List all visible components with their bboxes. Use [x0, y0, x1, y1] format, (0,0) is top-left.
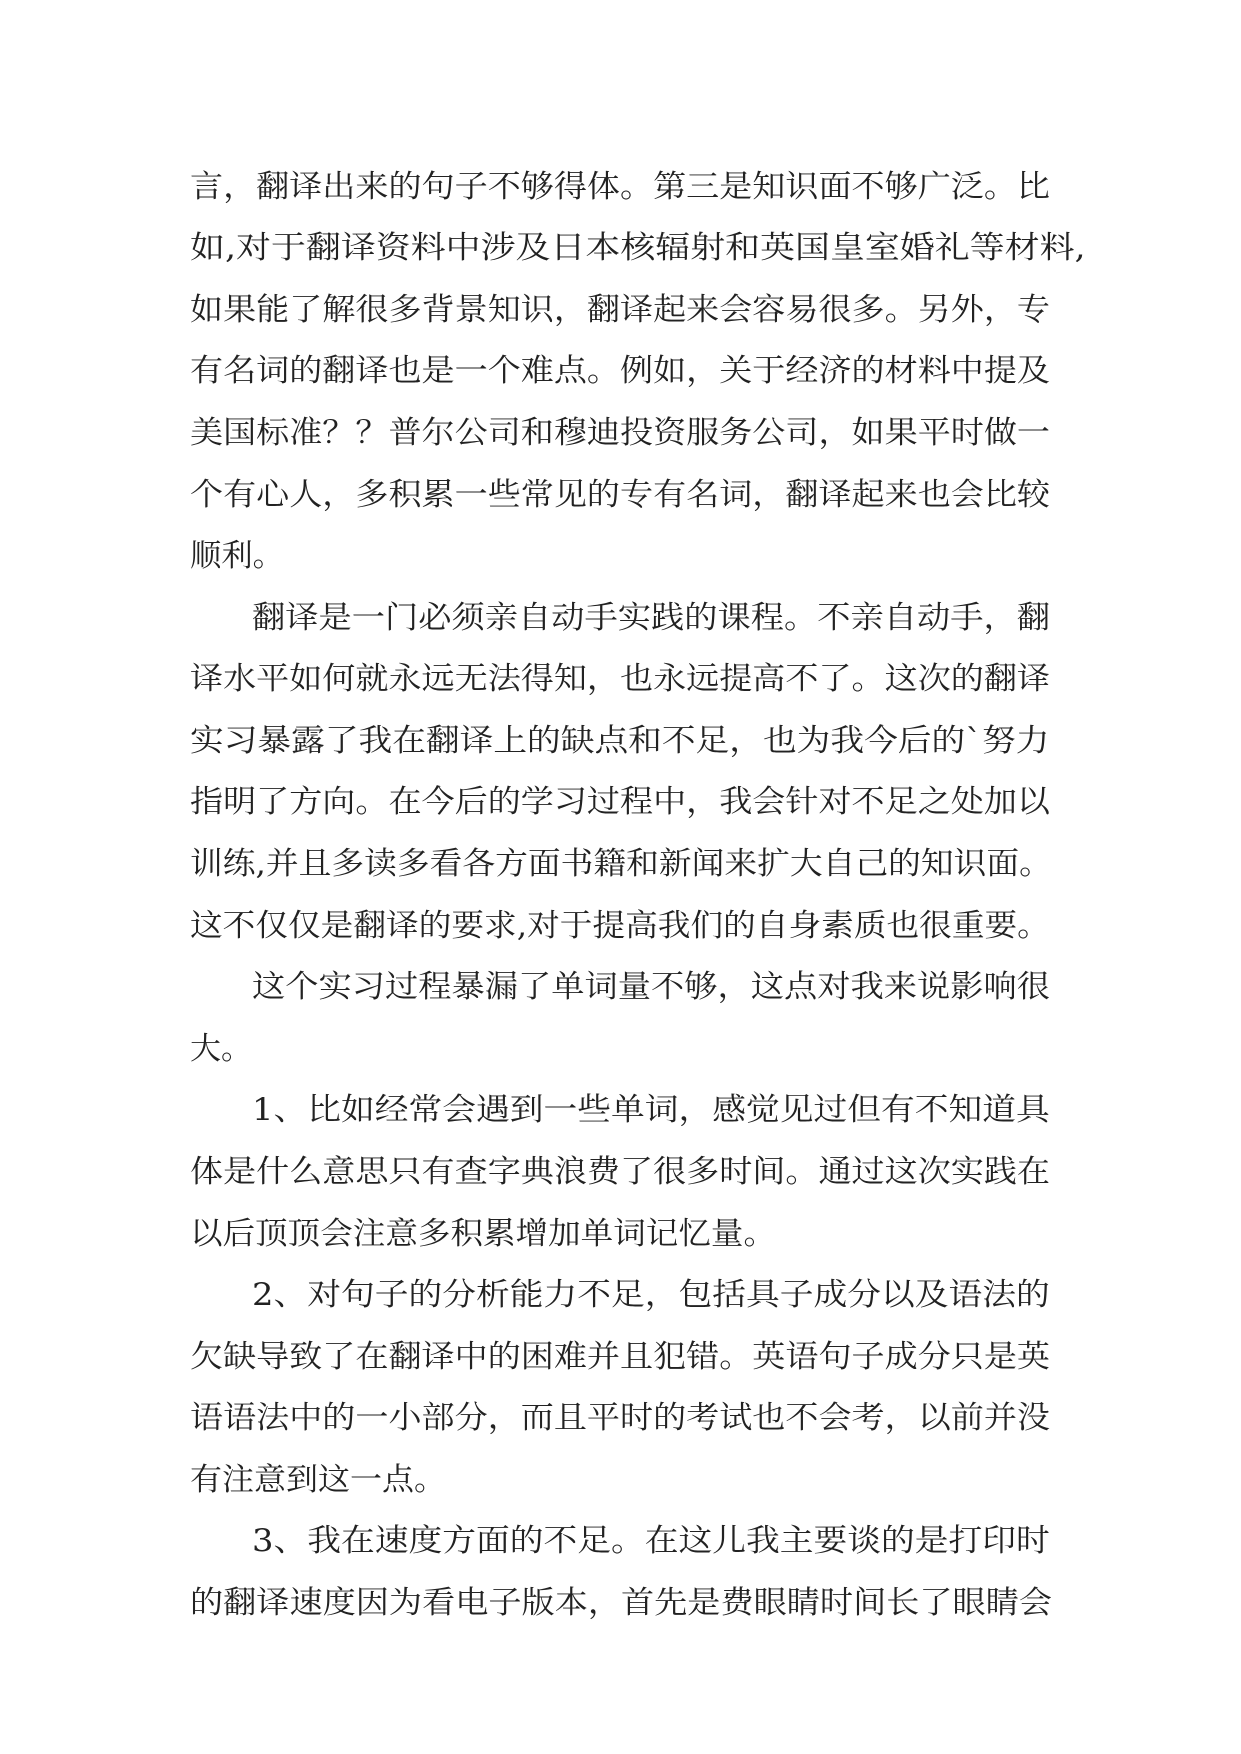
text-line: 的翻译速度因为看电子版本，首先是费眼睛时间长了眼睛会	[190, 1585, 1052, 1621]
text-line: 3、我在速度方面的不足。在这儿我主要谈的是打印时	[252, 1523, 1050, 1559]
text-line: 以后顶顶会注意多积累增加单词记忆量。	[190, 1216, 776, 1252]
text-line: 大。	[190, 1031, 252, 1067]
text-line: 译水平如何就永远无法得知，也永远提高不了。这次的翻译	[190, 661, 1050, 697]
text-line: 实习暴露了我在翻译上的缺点和不足，也为我今后的`努力	[190, 723, 1050, 759]
text-line: 2、对句子的分析能力不足，包括具子成分以及语法的	[252, 1277, 1050, 1313]
text-line: 有名词的翻译也是一个难点。例如，关于经济的材料中提及	[190, 353, 1050, 389]
text-line: 1、比如经常会遇到一些单词，感觉见过但有不知道具	[252, 1092, 1050, 1128]
text-line: 训练,并且多读多看各方面书籍和新闻来扩大自己的知识面。	[190, 846, 1052, 882]
text-line: 欠缺导致了在翻译中的困难并且犯错。英语句子成分只是英	[190, 1339, 1050, 1375]
text-line: 有注意到这一点。	[190, 1462, 446, 1498]
text-line: 翻译是一门必须亲自动手实践的课程。不亲自动手，翻	[252, 600, 1050, 636]
text-line: 如,对于翻译资料中涉及日本核辐射和英国皇室婚礼等材料,	[190, 230, 1086, 266]
text-line: 如果能了解很多背景知识，翻译起来会容易很多。另外，专	[190, 292, 1050, 328]
text-line: 顺利。	[190, 538, 284, 574]
text-line: 语语法中的一小部分，而且平时的考试也不会考，以前并没	[190, 1400, 1050, 1436]
text-line: 这个实习过程暴漏了单词量不够，这点对我来说影响很	[252, 969, 1050, 1005]
text-line: 言，翻译出来的句子不够得体。第三是知识面不够广泛。比	[190, 169, 1050, 205]
text-line: 个有心人，多积累一些常见的专有名词，翻译起来也会比较	[190, 477, 1050, 513]
text-line: 指明了方向。在今后的学习过程中，我会针对不足之处加以	[190, 784, 1050, 820]
text-line: 这不仅仅是翻译的要求,对于提高我们的自身素质也很重要。	[190, 908, 1050, 944]
text-line: 美国标准？？普尔公司和穆迪投资服务公司，如果平时做一	[190, 415, 1050, 451]
text-line: 体是什么意思只有查字典浪费了很多时间。通过这次实践在	[190, 1154, 1050, 1190]
